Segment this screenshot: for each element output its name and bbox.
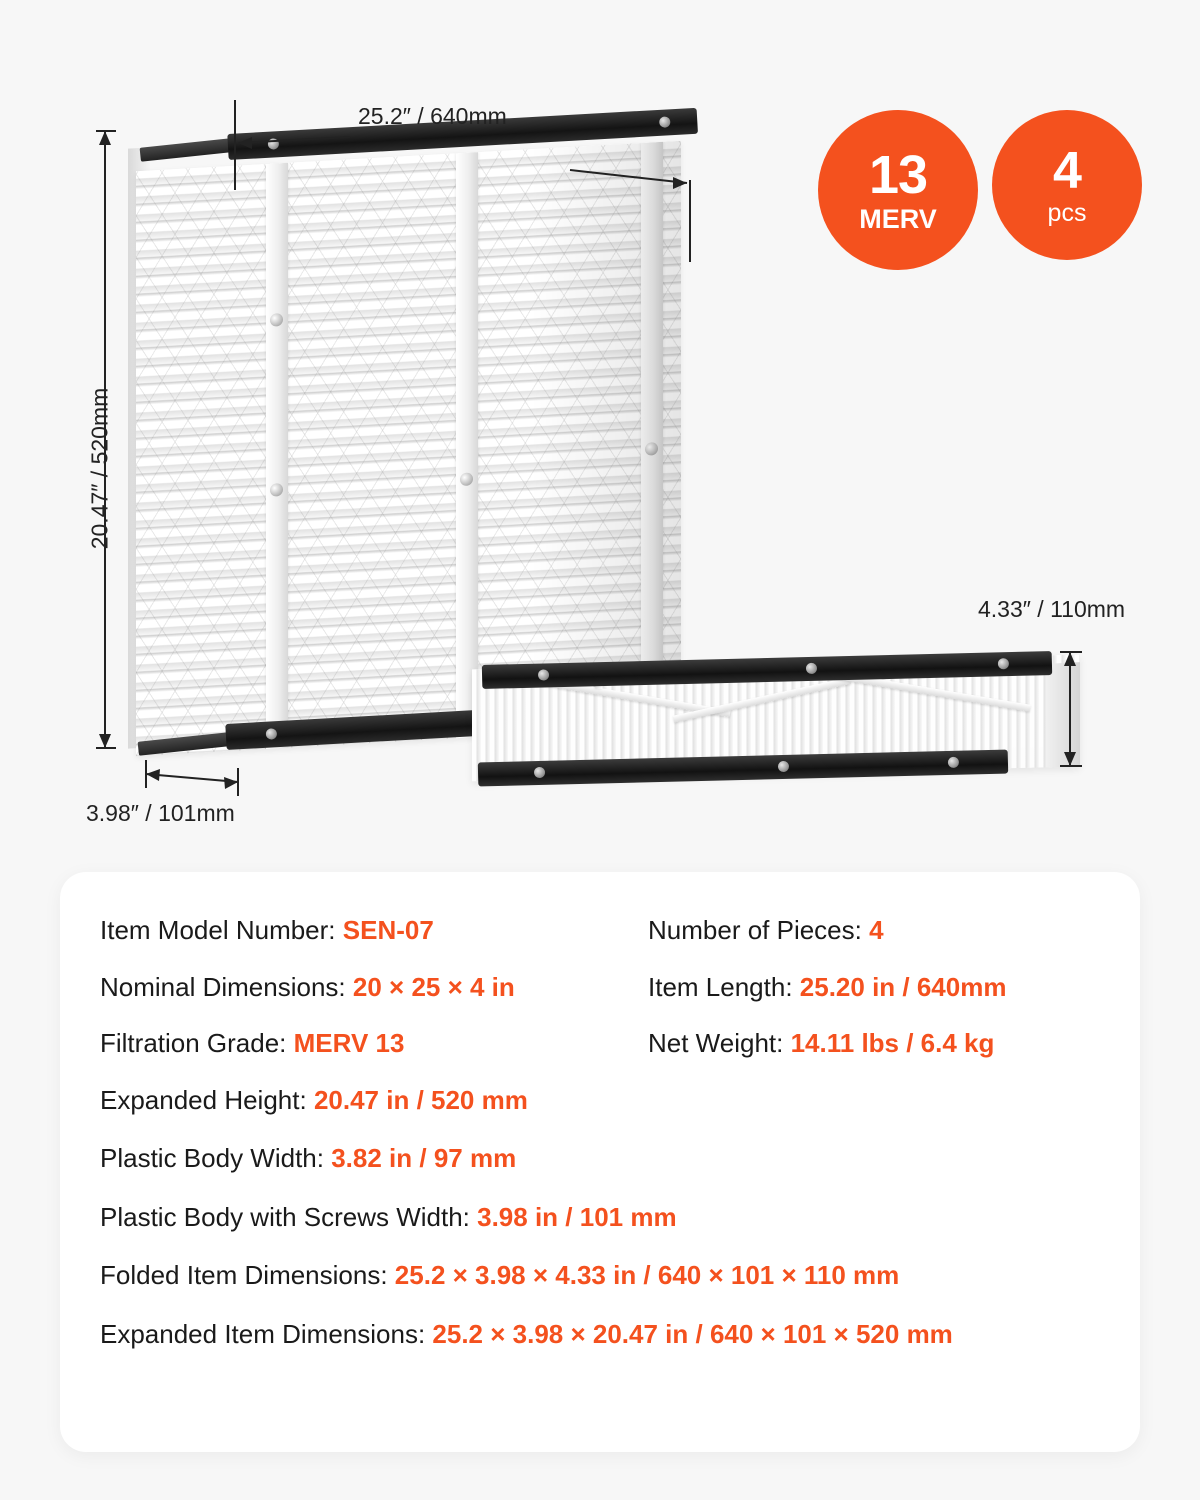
spec-filtration-grade [100,1027,710,1060]
spec-value: 14.11 lbs / 6.4 kg [790,1028,995,1058]
merv-badge [818,110,978,270]
spec-label: Plastic Body Width: [100,1143,324,1173]
spec-value: 25.2 × 3.98 × 20.47 in / 640 × 101 × 520 mm [432,1318,953,1349]
dimension-label-width: 25.2″ / 640mm [358,103,507,129]
dimension-label-depth: 3.98″ / 101mm [86,800,235,826]
spec-label: Number of Pieces: [648,915,862,945]
spec-item-length [648,971,1118,1004]
pieces-badge [992,110,1142,260]
spec-value: 3.82 in / 97 mm [331,1143,517,1173]
spec-number-of-pieces [648,914,1118,947]
spec-value: 25.2 × 3.98 × 4.33 in / 640 × 101 × 110 mm [394,1260,900,1290]
spec-label: Item Length: [648,971,793,1002]
spec-label: Item Model Number: [100,915,336,945]
spec-label: Expanded Item Dimensions: [100,1318,426,1349]
spec-label: Folded Item Dimensions: [100,1260,388,1290]
merv-badge-label: MERV [859,203,937,234]
spec-label: Plastic Body with Screws Width: [100,1201,470,1232]
spec-value: 3.98 in / 101 mm [477,1201,677,1232]
spec-value: 20.47 in / 520 mm [313,1084,528,1115]
dimension-label-height: 20.47″ / 520mm [86,387,113,550]
pieces-badge-value: 4 [1053,141,1081,200]
spec-plastic-body-with-screws-width [100,1201,710,1234]
spec-value: 25.20 in / 640mm [799,971,1007,1002]
spec-column-right [648,914,1118,1084]
spec-value: 20 × 25 × 4 in [352,971,515,1002]
spec-value: 4 [869,915,884,945]
spec-label: Expanded Height: [100,1084,307,1115]
dimension-label-folded-height: 4.33″ / 110mm [978,596,1126,622]
spec-plastic-body-width [100,1142,710,1175]
spec-value: SEN-07 [342,915,434,945]
merv-badge-value: 13 [868,144,928,205]
spec-label: Net Weight: [648,1028,784,1058]
spec-label: Filtration Grade: [100,1028,287,1058]
spec-expanded-height [100,1084,710,1117]
pieces-badge-label: pcs [1047,198,1087,227]
spec-item-model-number [100,914,710,947]
spec-expanded-item-dimensions [100,1318,953,1351]
specifications-card [60,872,1140,1452]
spec-nominal-dimensions [100,971,710,1004]
spec-label: Nominal Dimensions: [100,971,346,1002]
spec-folded-item-dimensions [100,1259,900,1292]
spec-net-weight [648,1027,1118,1060]
spec-value: MERV 13 [293,1028,405,1058]
